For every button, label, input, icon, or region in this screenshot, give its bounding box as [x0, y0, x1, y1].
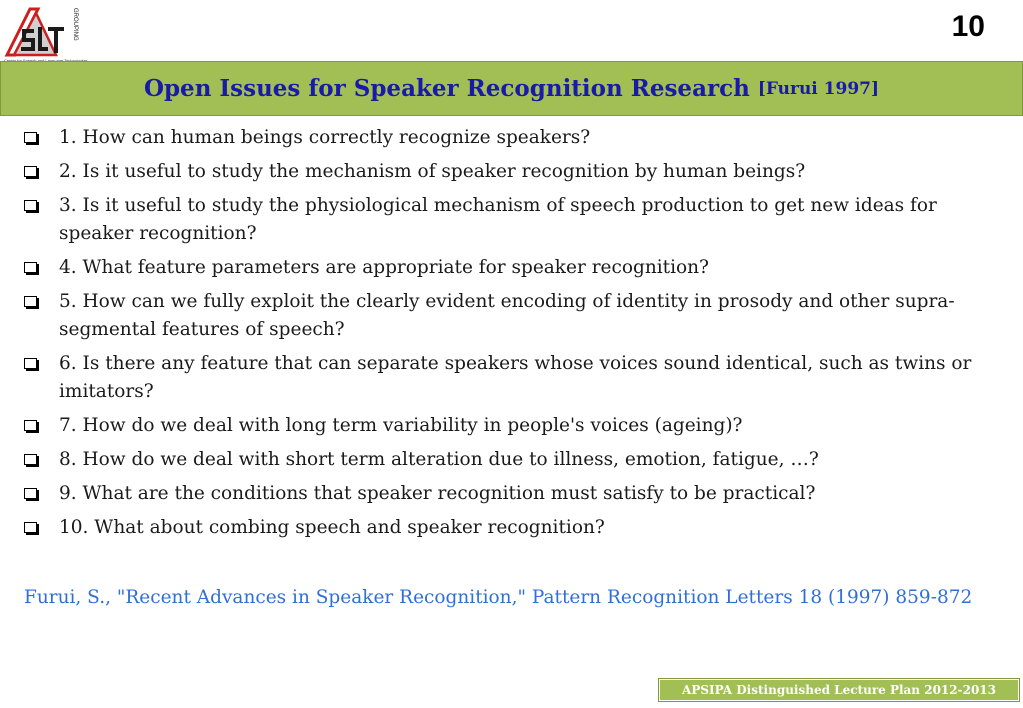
footer-badge: APSIPA Distinguished Lecture Plan 2012-2013	[659, 679, 1019, 701]
slide-number: 10	[951, 10, 985, 43]
citation: Furui, S., "Recent Advances in Speaker Recognition," Pattern Recognition Letters 18 (1997) 859-872	[24, 587, 973, 608]
list-item	[24, 480, 1009, 508]
checkbox-bullet-icon	[24, 454, 37, 465]
list-item	[24, 412, 1009, 440]
issue-text: 4. What feature parameters are appropriate for speaker recognition?	[59, 257, 709, 278]
list-item	[24, 446, 1009, 474]
checkbox-bullet-icon	[24, 166, 37, 177]
issue-text: 5. How can we fully exploit the clearly evident encoding of identity in prosody and other supra-segmental features of speech?	[59, 291, 955, 340]
list-item	[24, 124, 1009, 152]
logo-grouping-text: GROUPING	[72, 8, 78, 41]
checkbox-bullet-icon	[24, 420, 37, 431]
issue-text: 9. What are the conditions that speaker recognition must satisfy to be practical?	[59, 483, 816, 504]
checkbox-bullet-icon	[24, 358, 37, 369]
cslt-logo-icon	[4, 3, 86, 61]
checkbox-bullet-icon	[24, 200, 37, 211]
checkbox-bullet-icon	[24, 296, 37, 307]
checkbox-bullet-icon	[24, 522, 37, 533]
issue-text: 1. How can human beings correctly recognize speakers?	[59, 127, 591, 148]
checkbox-bullet-icon	[24, 132, 37, 143]
issue-text: 8. How do we deal with short term alteration due to illness, emotion, fatigue, …?	[59, 449, 819, 470]
checkbox-bullet-icon	[24, 262, 37, 273]
issue-text: 3. Is it useful to study the physiological mechanism of speech production to get new ideas for speaker recognition?	[59, 195, 937, 244]
list-item	[24, 192, 1009, 248]
checkbox-bullet-icon	[24, 488, 37, 499]
issue-text: 6. Is there any feature that can separate speakers whose voices sound identical, such as twins or imitators?	[59, 353, 972, 402]
list-item	[24, 254, 1009, 282]
issue-text: 10. What about combing speech and speaker recognition?	[59, 517, 605, 538]
title-reference: [Furui 1997]	[757, 78, 880, 99]
list-item	[24, 514, 1009, 542]
list-item	[24, 288, 1009, 344]
issue-list	[24, 124, 1009, 548]
title-bar	[0, 61, 1023, 116]
list-item	[24, 158, 1009, 186]
issue-text: 2. Is it useful to study the mechanism of speaker recognition by human beings?	[59, 161, 806, 182]
list-item	[24, 350, 1009, 406]
issue-text: 7. How do we deal with long term variability in people's voices (ageing)?	[59, 415, 743, 436]
slide-title: Open Issues for Speaker Recognition Research	[143, 75, 750, 102]
